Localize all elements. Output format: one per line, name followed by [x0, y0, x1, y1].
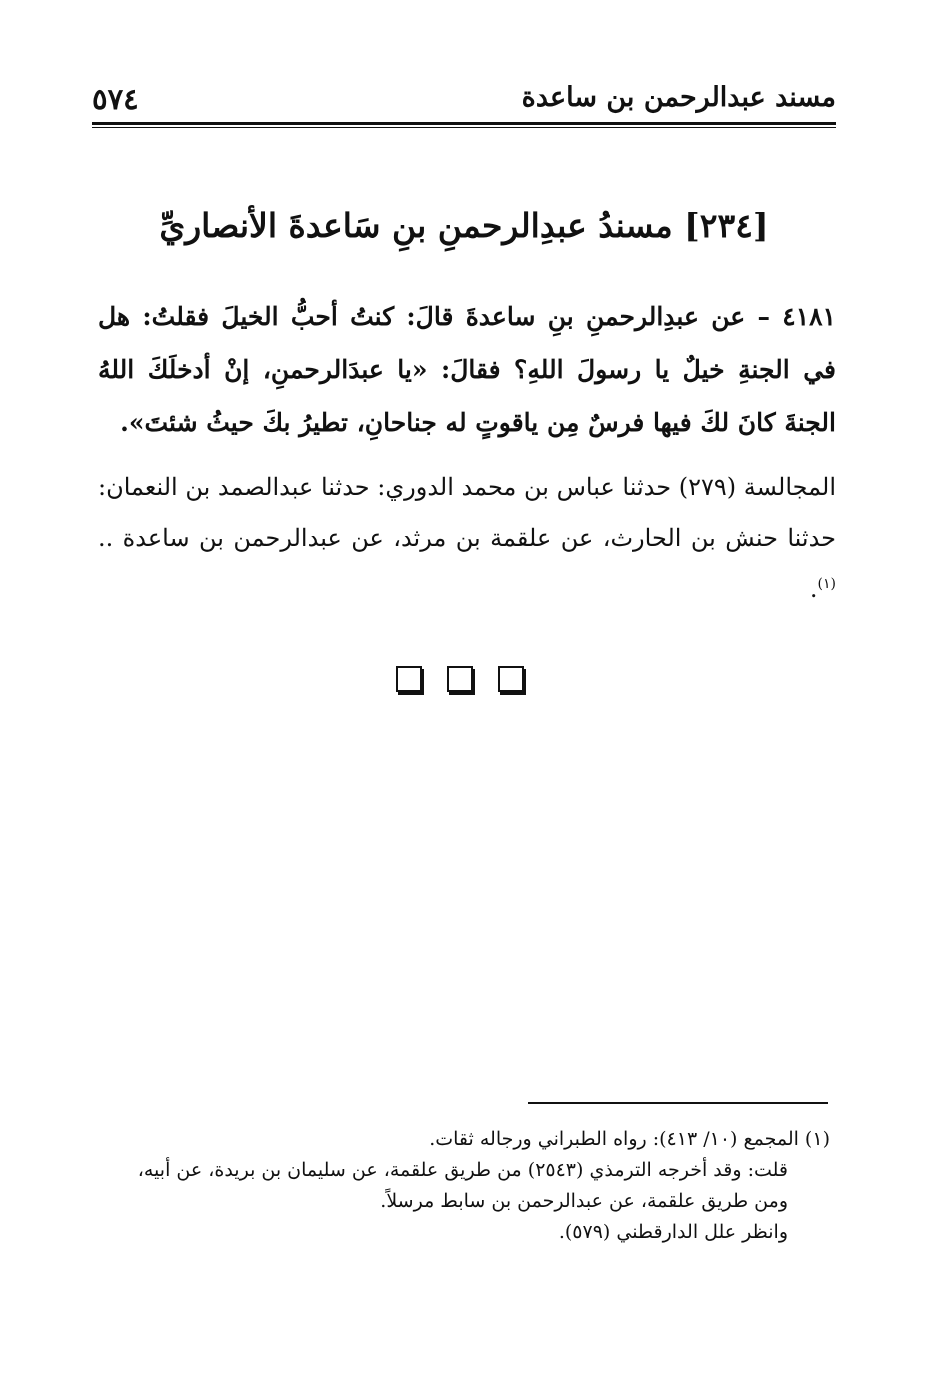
running-title: مسند عبدالرحمن بن ساعدة [521, 82, 836, 113]
square-ornament-icon [396, 666, 422, 692]
source-end: . [809, 575, 818, 603]
footnote-reference: (١) [817, 576, 836, 592]
footnotes [92, 1124, 836, 1248]
page-header [92, 76, 836, 122]
hadith-text: – عن عبدِالرحمنِ بنِ ساعدةَ قالَ: كنتُ أحبُّ الخيلَ فقلتُ: هل في الجنةِ خيلٌ يا رسولَ اللهِ؟ فقالَ: «يا عبدَالرحمنِ، إنْ أدخلَكَ اللهُ الجنةَ كانَ لكَ فيها فرسٌ مِن ياقوتٍ له جناحانِ، تطيرُ بكَ حيثُ شئتَ». [98, 302, 836, 437]
header-rule [92, 122, 836, 128]
page-number: ٥٧٤ [92, 82, 139, 116]
source-paragraph [98, 462, 836, 615]
section-heading: [٢٣٤] مسندُ عبدِالرحمنِ بنِ سَاعدةَ الأنصاريِّ [159, 206, 769, 245]
footnote-line: قلت: وقد أخرجه الترمذي (٢٥٤٣) من طريق علقمة، عن سليمان بن بريدة، عن أبيه، [137, 1159, 788, 1181]
footnote-line: ومن طريق علقمة، عن عبدالرحمن بن سابط مرسلاً. [380, 1190, 788, 1212]
square-ornament-icon [447, 666, 473, 692]
footnote-rule [528, 1102, 828, 1104]
footnote-line: وانظر علل الدارقطني (٥٧٩). [558, 1221, 788, 1243]
source-text: المجالسة (٢٧٩) حدثنا عباس بن محمد الدوري: حدثنا عبدالصمد بن النعمان: حدثنا حنش بن الحارث، عن علقمة بن مرثد، عن عبدالرحمن بن ساعدة .. [98, 473, 836, 552]
footnote-line: (١) المجمع (١٠/ ٤١٣): رواه الطبراني ورجاله ثقات. [429, 1128, 830, 1150]
section-separator-ornament [396, 666, 524, 694]
hadith-number: ٤١٨١ [782, 302, 836, 331]
square-ornament-icon [498, 666, 524, 692]
hadith-paragraph [98, 290, 836, 449]
